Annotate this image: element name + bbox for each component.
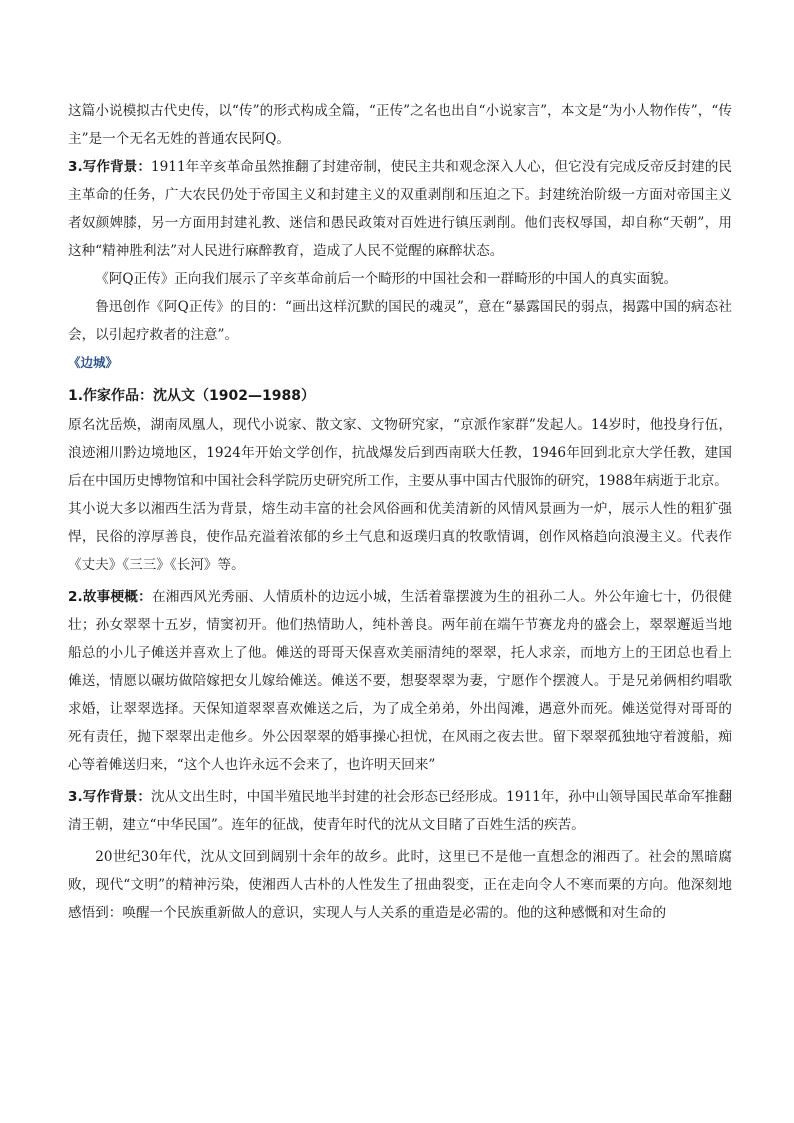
biancheng-background-label: 3.写作背景： — [68, 789, 151, 805]
author-style-paragraph: 其小说大多以湘西生活为背景，熔生动丰富的社会风俗画和优美清新的风情风景画为一炉，展示人性的粗犷强悍，民俗的淳厚善良，使作品充溢着浓郁的乡土气息和返璞归真的牧歌情调，创作风格趋向浪漫主义。代表作《丈夫》《三三》《长河》等。 — [68, 501, 732, 573]
hometown-paragraph: 20世纪30年代，沈从文回到阔别十余年的故乡。此时，这里已不是他一直想念的湘西了。社会的黑暗腐败，现代“文明”的精神污染，使湘西人古朴的人性发生了扭曲裂变，正在走向令人不寒而栗的方向。他深刻地感悟到：唤醒一个民族重新做人的意识，实现人与人关系的重造是必需的。他的这种感慨和对生命的 — [68, 849, 732, 921]
author-bio-paragraph: 原名沈岳焕，湖南凤凰人，现代小说家、散文家、文物研究家，“京派作家群”发起人。14岁时，他投身行伍，浪迹湘川黔边境地区，1924年开始文学创作，抗战爆发后到西南联大任教，1946年回到北京大学任教，建国后在中国历史博物馆和中国社会科学院历史研究所工作，主要从事中国古代服饰的研究，1988年病逝于北京。 — [68, 417, 732, 489]
aq-purpose-paragraph: 鲁迅创作《阿Q正传》的目的：“画出这样沉默的国民的魂灵”，意在“暴露国民的弱点，揭露中国的病态社会，以引起疗救者的注意”。 — [68, 299, 732, 343]
plot-label: 2.故事梗概： — [68, 589, 152, 605]
aq-intro-paragraph: 这篇小说模拟古代史传，以“传”的形式构成全篇，“正传”之名也出自“小说家言”，本文是“为小人物作传”，“传主”是一个无名无姓的普通农民阿Q。 — [68, 103, 732, 147]
author-heading: 1.作家作品：沈从文（1902—1988） — [68, 388, 315, 404]
document-page — [68, 97, 732, 927]
aq-reality-paragraph: 《阿Q正传》正向我们展示了辛亥革命前后一个畸形的中国社会和一群畸形的中国人的真实面貌。 — [95, 271, 678, 287]
aq-background-paragraph — [68, 153, 732, 265]
section-title-biancheng: 《边城》 — [68, 355, 119, 370]
biancheng-background-text: 沈从文出生时，中国半殖民地半封建的社会形态已经形成。1911年，孙中山领导国民革命军推翻清王朝，建立“中华民国”。连年的征战，使青年时代的沈从文目睹了百姓生活的疾苦。 — [68, 789, 733, 833]
aq-background-label: 3.写作背景： — [68, 159, 151, 175]
plot-paragraph — [68, 583, 732, 779]
aq-background-text: 1911年辛亥革命虽然推翻了封建帝制，使民主共和观念深入人心，但它没有完成反帝反封建的民主革命的任务，广大农民仍处于帝国主义和封建主义的双重剥削和压迫之下。封建统治阶级一方面对帝国主义者奴颜婢膝，另一方面用封建礼教、迷信和愚民政策对百姓进行镇压剥削。他们丧权辱国，却自称“天朝”，用这种“精神胜利法”对人民进行麻醉教育，造成了人民不觉醒的麻醉状态。 — [68, 159, 733, 259]
biancheng-background-paragraph — [68, 783, 732, 839]
plot-text: 在湘西风光秀丽、人情质朴的边远小城，生活着靠摆渡为生的祖孙二人。外公年逾七十，仍很健壮；孙女翠翠十五岁，情窦初开。他们热情助人，纯朴善良。两年前在端午节赛龙舟的盛会上，翠翠邂逅当地船总的小儿子傩送并喜欢上了他。傩送的哥哥天保喜欢美丽清纯的翠翠，托人求亲，而地方上的王团总也看上傩送，情愿以碾坊做陪嫁把女儿嫁给傩送。傩送不要，想娶翠翠为妻，宁愿作个摆渡人。于是兄弟俩相约唱歌求婚，让翠翠选择。天保知道翠翠喜欢傩送之后，为了成全弟弟，外出闯滩，遇意外而死。傩送觉得对哥哥的死有责任，抛下翠翠出走他乡。外公因翠翠的婚事操心担忧，在风雨之夜去世。留下翠翠孤独地守着渡船，痴心等着傩送归来，“这个人也许永远不会来了，也许明天回来” — [68, 589, 733, 773]
